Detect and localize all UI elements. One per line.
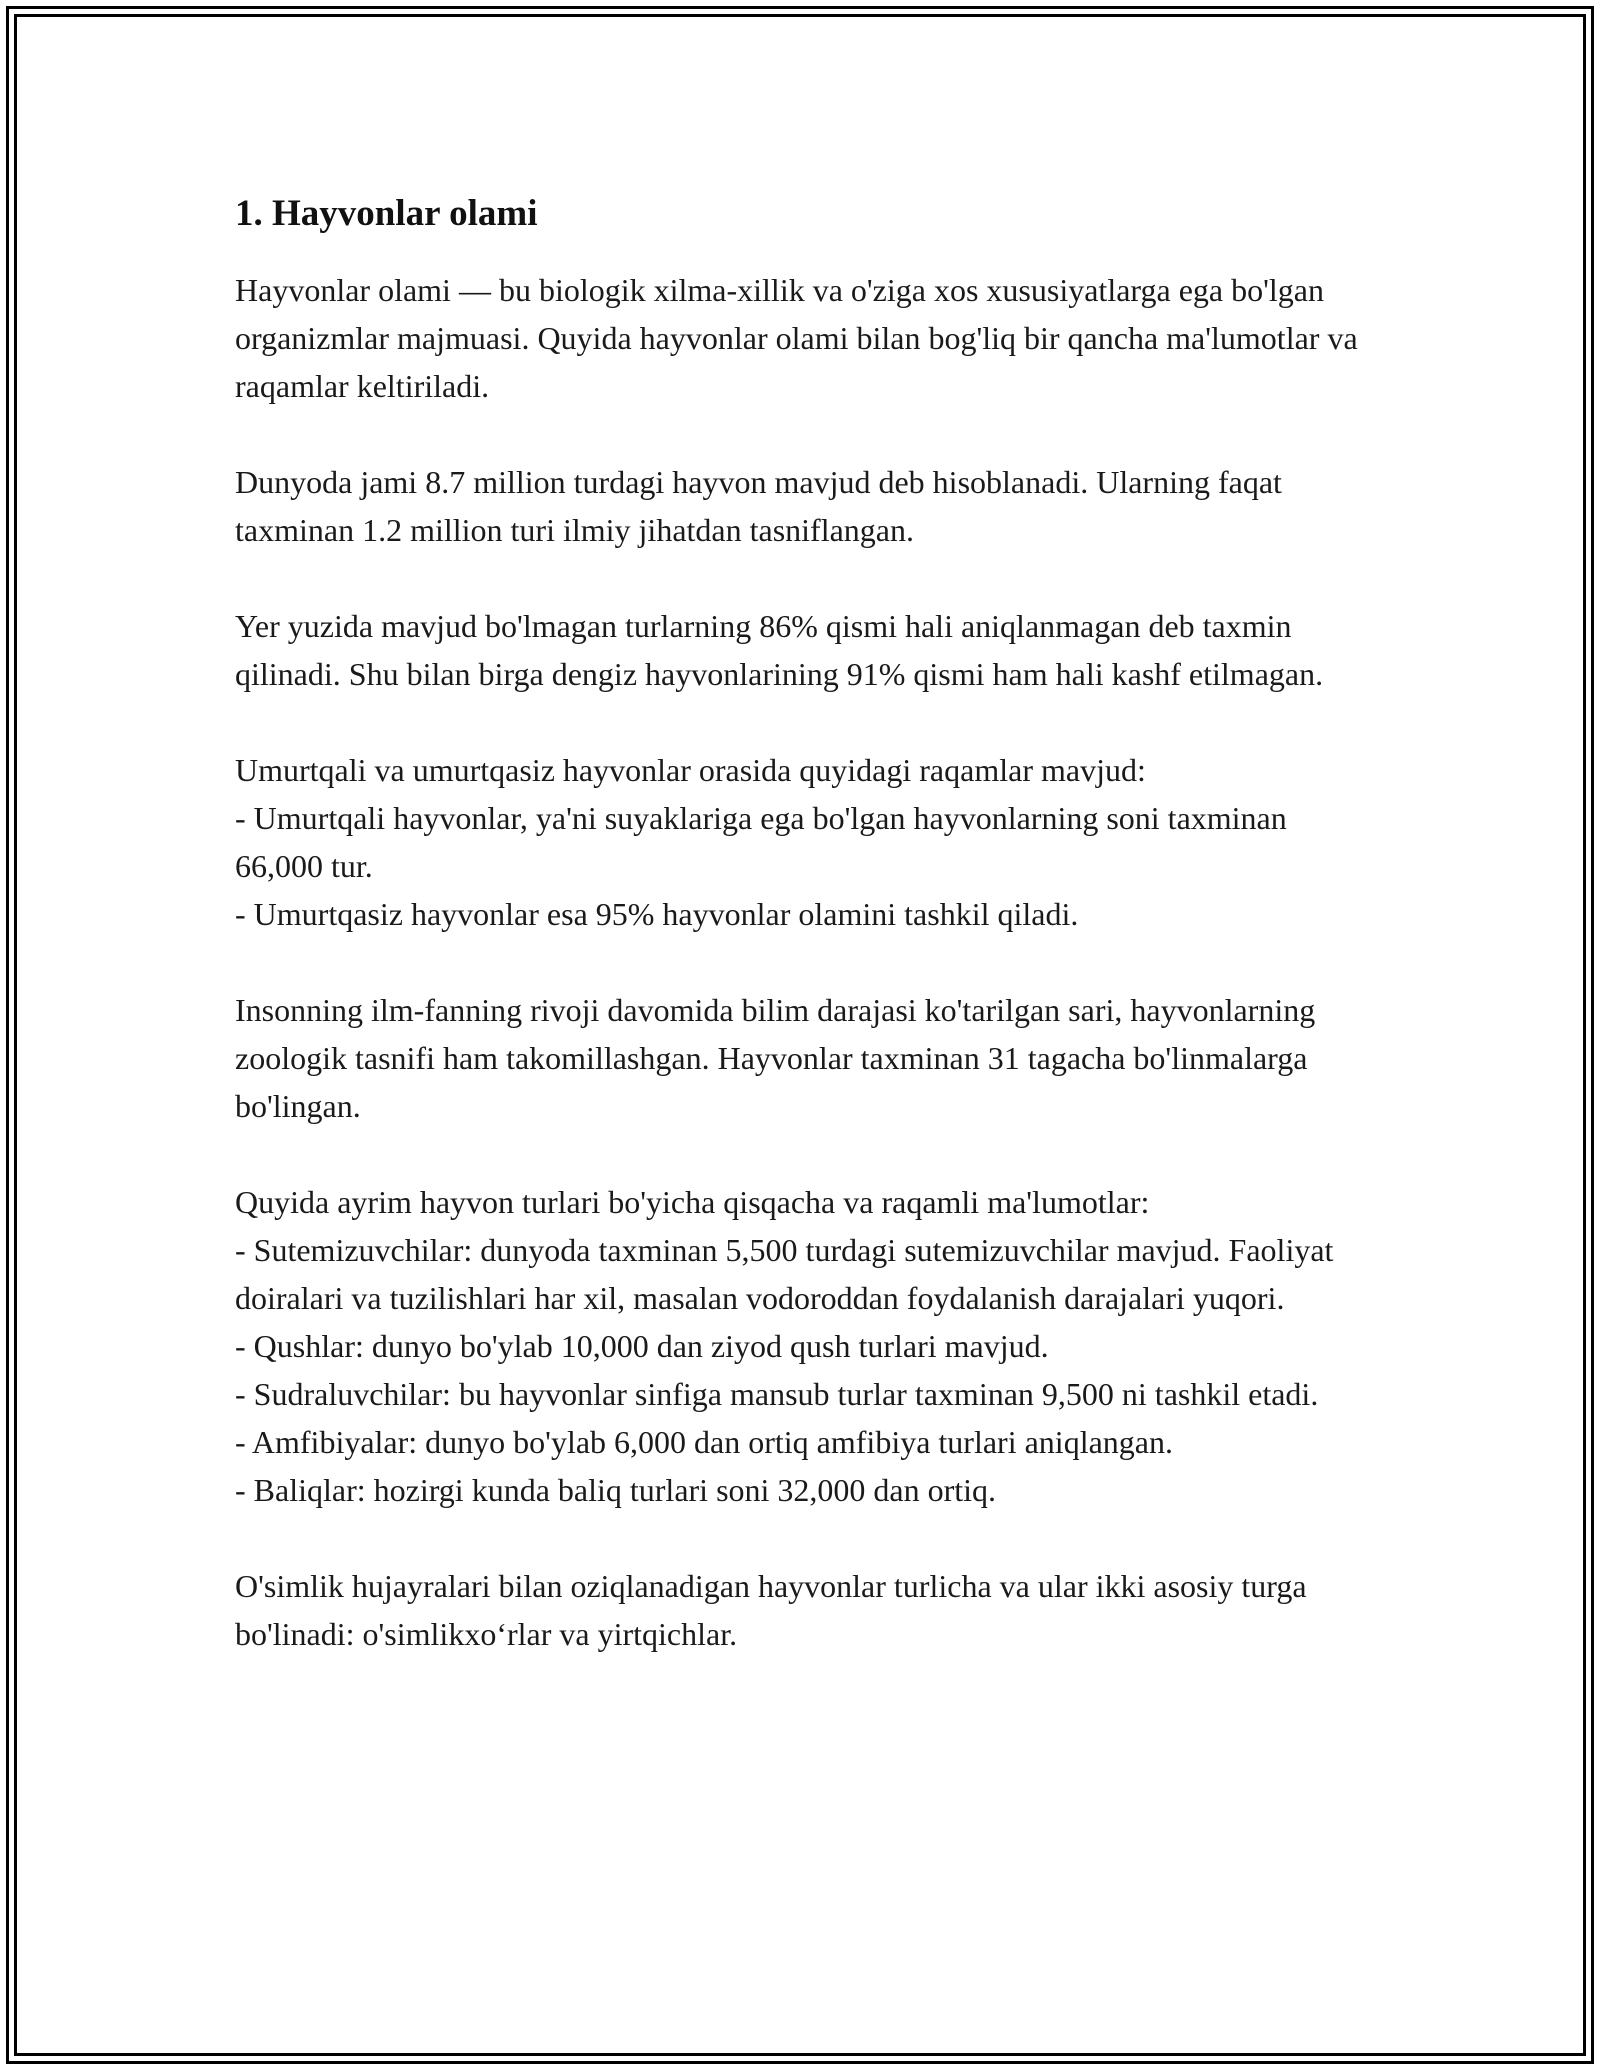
- list-item: - Sutemizuvchilar: dunyoda taxminan 5,500 turdagi sutemizuvchilar mavjud. Faoliyat doiralari va tuzilishlari har xil, masalan vodoroddan foydalanish darajalari yuqori.: [235, 1232, 1334, 1316]
- paragraph-animal-groups: [235, 1178, 1375, 1514]
- paragraph-line: O'simlik hujayralari bilan oziqlanadigan hayvonlar turlicha va ular ikki asosiy turga bo'linadi: o'simlikxoʻrlar va yirtqichlar.: [235, 1568, 1307, 1652]
- paragraph-diet: [235, 1562, 1375, 1658]
- paragraph-line: Dunyoda jami 8.7 million turdagi hayvon mavjud deb hisoblanadi. Ularning faqat taxminan 1.2 million turi ilmiy jihatdan tasniflangan.: [235, 464, 1282, 548]
- paragraph-line: Umurtqali va umurtqasiz hayvonlar orasida quyidagi raqamlar mavjud:: [235, 752, 1146, 788]
- list-item: - Baliqlar: hozirgi kunda baliq turlari soni 32,000 dan ortiq.: [235, 1472, 997, 1508]
- paragraph-classification: [235, 986, 1375, 1130]
- paragraph-line: Insonning ilm-fanning rivoji davomida bilim darajasi ko'tarilgan sari, hayvonlarning zoologik tasnifi ham takomillashgan. Hayvonlar taxminan 31 tagacha bo'linmalarga bo'lingan.: [235, 992, 1316, 1124]
- paragraph-line: Yer yuzida mavjud bo'lmagan turlarning 86% qismi hali aniqlanmagan deb taxmin qilinadi. Shu bilan birga dengiz hayvonlarining 91% qismi ham hali kashf etilmagan.: [235, 608, 1324, 692]
- section-heading: 1. Hayvonlar olami: [235, 193, 538, 234]
- paragraph-vertebrates: [235, 746, 1375, 938]
- list-item: - Sudraluvchilar: bu hayvonlar sinfiga mansub turlar taxminan 9,500 ni tashkil etadi.: [235, 1376, 1319, 1412]
- list-item: - Qushlar: dunyo bo'ylab 10,000 dan ziyod qush turlari mavjud.: [235, 1328, 1049, 1364]
- paragraph-undiscovered: [235, 602, 1375, 698]
- paragraph-line: Quyida ayrim hayvon turlari bo'yicha qisqacha va raqamli ma'lumotlar:: [235, 1184, 1150, 1220]
- list-item: - Umurtqasiz hayvonlar esa 95% hayvonlar olamini tashkil qiladi.: [235, 896, 1079, 932]
- paragraph-intro: [235, 266, 1375, 410]
- list-item: - Umurtqali hayvonlar, ya'ni suyaklariga ega bo'lgan hayvonlarning soni taxminan 66,000 tur.: [235, 800, 1287, 884]
- list-item: - Amfibiyalar: dunyo bo'ylab 6,000 dan ortiq amfibiya turlari aniqlangan.: [235, 1424, 1173, 1460]
- paragraph-species-count: [235, 458, 1375, 554]
- document-body: [235, 186, 1375, 1706]
- paragraph-line: Hayvonlar olami — bu biologik xilma-xillik va o'ziga xos xususiyatlarga ega bo'lgan organizmlar majmuasi. Quyida hayvonlar olami bilan bog'liq bir qancha ma'lumotlar va raqamlar keltiriladi.: [235, 272, 1358, 404]
